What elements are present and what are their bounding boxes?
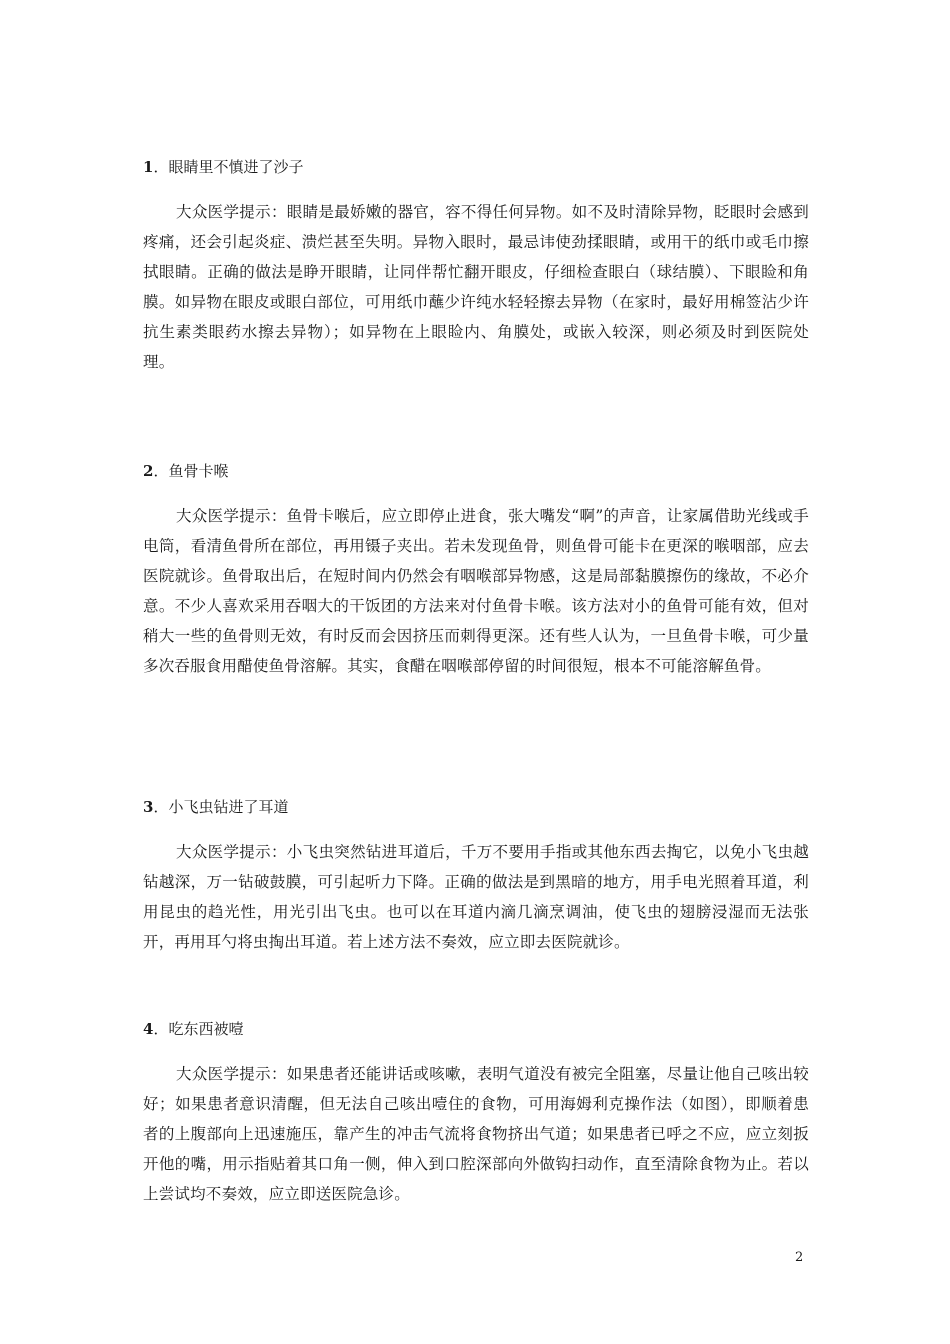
section-number: 2: [143, 462, 154, 480]
section-title: ．小飞虫钻进了耳道: [153, 798, 289, 816]
section-heading: [143, 797, 809, 817]
section-insect-ear: [143, 797, 809, 957]
page-number: 2: [795, 1250, 804, 1265]
section-heading: [143, 461, 809, 481]
section-heading: [143, 1019, 809, 1039]
section-body: 大众医学提示：鱼骨卡喉后，应立即停止进食，张大嘴发“啊”的声音，让家属借助光线或手电筒，看清鱼骨所在部位，再用镊子夹出。若未发现鱼骨，则鱼骨可能卡在更深的喉咽部，应去医院就诊。鱼骨取出后，在短时间内仍然会有咽喉部异物感，这是局部黏膜擦伤的缘故，不必介意。不少人喜欢采用吞咽大的干饭团的方法来对付鱼骨卡喉。该方法对小的鱼骨可能有效，但对稍大一些的鱼骨则无效，有时反而会因挤压而刺得更深。还有些人认为，一旦鱼骨卡喉，可少量多次吞服食用醋使鱼骨溶解。其实，食醋在咽喉部停留的时间很短，根本不可能溶解鱼骨。: [143, 507, 809, 675]
section-choking: [143, 1019, 809, 1209]
section-body: 大众医学提示：眼睛是最娇嫩的器官，容不得任何异物。如不及时清除异物，眨眼时会感到疼痛，还会引起炎症、溃烂甚至失明。异物入眼时，最忌讳使劲揉眼睛，或用干的纸巾或毛巾擦拭眼睛。正确的做法是睁开眼睛，让同伴帮忙翻开眼皮，仔细检查眼白（球结膜）、下眼睑和角膜。如异物在眼皮或眼白部位，可用纸巾蘸少许纯水轻轻擦去异物（在家时，最好用棉签沾少许抗生素类眼药水擦去异物）；如异物在上眼睑内、角膜处，或嵌入较深，则必须及时到医院处理。: [143, 203, 809, 371]
section-title: ．吃东西被噎: [153, 1020, 244, 1038]
section-number: 3: [143, 798, 154, 816]
section-number: 1: [143, 158, 154, 176]
section-body: 大众医学提示：如果患者还能讲话或咳嗽，表明气道没有被完全阻塞，尽量让他自己咳出较好；如果患者意识清醒，但无法自己咳出噎住的食物，可用海姆利克操作法（如图），即顺着患者的上腹部向上迅速施压，靠产生的冲击气流将食物挤出气道；如果患者已呼之不应，应立刻扳开他的嘴，用示指贴着其口角一侧，伸入到口腔深部向外做钩扫动作，直至清除食物为止。若以上尝试均不奏效，应立即送医院急诊。: [143, 1065, 809, 1203]
section-eye-sand: [143, 157, 809, 377]
section-heading: [143, 157, 809, 177]
section-fishbone: [143, 461, 809, 681]
section-body: 大众医学提示：小飞虫突然钻进耳道后，千万不要用手指或其他东西去掏它，以免小飞虫越钻越深，万一钻破鼓膜，可引起听力下降。正确的做法是到黑暗的地方，用手电光照着耳道，利用昆虫的趋光性，用光引出飞虫。也可以在耳道内滴几滴烹调油，使飞虫的翅膀浸湿而无法张开，再用耳勺将虫掏出耳道。若上述方法不奏效，应立即去医院就诊。: [143, 843, 809, 951]
section-title: ．鱼骨卡喉: [153, 462, 229, 480]
section-number: 4: [143, 1020, 154, 1038]
section-title: ．眼睛里不慎进了沙子: [153, 158, 304, 176]
